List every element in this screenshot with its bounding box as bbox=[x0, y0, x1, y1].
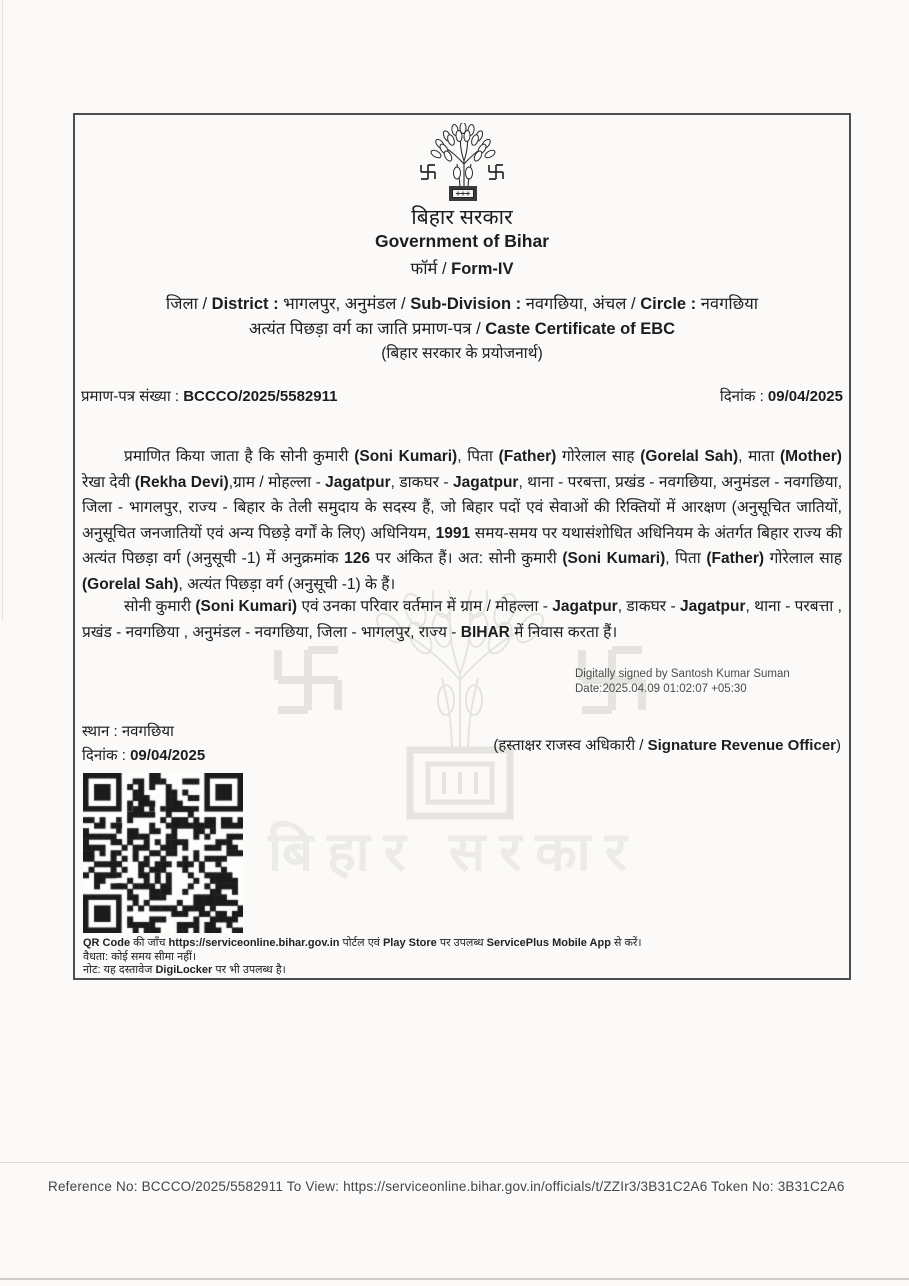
watermark-text: बिहार सरकार bbox=[268, 822, 641, 882]
issue-date-line: दिनांक : 09/04/2025 bbox=[82, 747, 206, 764]
digital-signature-signer: Digitally signed by Santosh Kumar Suman bbox=[575, 668, 790, 680]
certificate-date: दिनांक : 09/04/2025 bbox=[719, 388, 843, 405]
digital-signature-date: Date:2025.04.09 01:02:07 +05:30 bbox=[575, 683, 747, 695]
qr-instructions bbox=[83, 937, 841, 978]
certificate-body-paragraph-2: सोनी कुमारी (Soni Kumari) एवं उनका परिवार वर्तमान में ग्राम / मोहल्ला - Jagatpur, डाकघर - Jagatpur, थाना - परबत्ता , प्रखंड - नवगछिया , अनुमंडल - नवगछिया, जिला - भागलपुर, राज्य - BIHAR में निवास करता हैं। bbox=[82, 598, 842, 641]
bihar-government-emblem-icon bbox=[414, 123, 510, 205]
org-name-hindi: बिहार सरकार bbox=[411, 206, 513, 229]
place-line: स्थान : नवगछिया bbox=[82, 723, 174, 740]
certificate-body-paragraph-1: प्रमाणित किया जाता है कि सोनी कुमारी (Soni Kumari), पिता (Father) गोरेलाल साह (Gorelal Sah), माता (Mother) रेखा देवी (Rekha Devi),ग्राम / मोहल्ला - Jagatpur, डाकघर - Jagatpur, थाना - परबत्ता, प्रखंड - नवगछिया, अनुमंडल - नवगछिया, जिला - भागलपुर, राज्य - बिहार के तेली समुदाय के सदस्य हैं, जो बिहार पदों एवं सेवाओं की रिक्तियों में आरक्षण (अनुसूचित जातियों, अनुसूचित जनजातियों एवं अन्य पिछड़े वर्गों के लिए) अधिनियम, 1991 समय-समय पर यथासंशोधित अधिनियम के अंतर्गत बिहार राज्य की अत्यंत पिछड़ा वर्ग (अनुसूची -1) में अनुक्रमांक 126 पर अंकित हैं। अत: सोनी कुमारी (Soni Kumari), पिता (Father) गोरेलाल साह (Gorelal Sah), अत्यंत पिछड़ा वर्ग (अनुसूची -1) के हैं। bbox=[82, 448, 842, 593]
org-name-english: Government of Bihar bbox=[374, 231, 550, 251]
district-subdivision-circle-line: जिला / District : भागलपुर, अनुमंडल / Sub-Division : नवगछिया, अंचल / Circle : नवगछिया bbox=[165, 295, 759, 313]
certificate-title: अत्यंत पिछड़ा वर्ग का जाति प्रमाण-पत्र / Caste Certificate of EBC bbox=[248, 320, 676, 338]
form-number-line: फॉर्म / Form-IV bbox=[410, 260, 514, 278]
signature-caption: (हस्ताक्षर राजस्व अधिकारी / Signature Revenue Officer) bbox=[493, 737, 841, 754]
digital-signature-block bbox=[575, 667, 837, 697]
validity-line: वैधता: कोई समय सीमा नहीं। bbox=[83, 950, 197, 963]
certificate-number: प्रमाण-पत्र संख्या : BCCCO/2025/5582911 bbox=[81, 388, 338, 405]
certificate-meta-row bbox=[81, 386, 843, 406]
digilocker-note-line: नोट: यह दस्तावेज DigiLocker पर भी उपलब्ध है। bbox=[83, 964, 286, 976]
certificate-frame bbox=[73, 113, 851, 980]
footer-divider bbox=[0, 1162, 909, 1163]
scan-edge-artifact-bottom bbox=[0, 1278, 909, 1280]
footer-reference-line: Reference No: BCCCO/2025/5582911 To View: https://serviceonline.bihar.gov.in/officials/t/ZZIr3/3B31C2A6 Token No: 3B31C2A6 bbox=[48, 1179, 845, 1194]
scan-edge-artifact-left bbox=[2, 0, 3, 620]
qr-code bbox=[83, 773, 243, 933]
qr-verify-line: QR Code की जाँच https://serviceonline.bihar.gov.in पोर्टल एवं Play Store पर उपलब्ध ServicePlus Mobile App से करें। bbox=[83, 937, 642, 949]
purpose-note: (बिहार सरकार के प्रयोजनार्थ) bbox=[381, 345, 543, 362]
